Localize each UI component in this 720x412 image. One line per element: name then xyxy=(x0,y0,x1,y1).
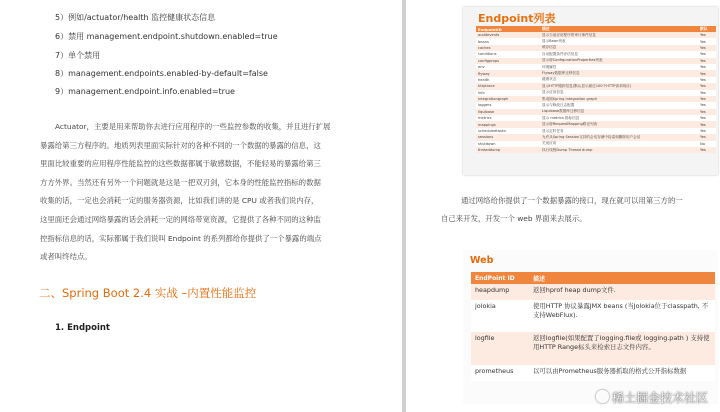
endpoint-id-cell: env xyxy=(476,64,540,70)
description-cell: 返回logfile(如果配置了logging.file或 logging.path ) 支持使用HTTP Range标头来检索日志文件内容。 xyxy=(529,332,715,365)
column-header: 描述 xyxy=(529,272,715,284)
default-cell: Yes xyxy=(698,134,716,140)
default-cell: Yes xyxy=(698,115,716,121)
table-row xyxy=(471,300,715,332)
description-cell: 显示@ConfigurationProperties列表 xyxy=(540,58,698,64)
juejin-logo-icon xyxy=(596,390,609,403)
column-header: 默认 xyxy=(698,26,716,32)
description-cell: 显示应用信息 xyxy=(540,90,698,96)
endpoint-id-cell: flyway xyxy=(476,70,540,76)
endpoint-id-cell: jolokia xyxy=(471,300,529,332)
endpoint-id-cell: shutdown xyxy=(476,141,540,147)
default-cell: Yes xyxy=(698,58,716,64)
description-cell: 允许从Spring Session支持的会话存储中检索和删除用户会话 xyxy=(540,134,698,140)
watermark: 稀土掘金技术社区 xyxy=(596,389,708,406)
default-cell: Yes xyxy=(698,96,716,102)
endpoint-id-cell: beans xyxy=(476,38,540,44)
endpoint-id-cell: sessions xyxy=(476,134,540,140)
endpoint-id-cell: liquibase xyxy=(476,109,540,115)
endpoint-id-cell: caches xyxy=(476,45,540,51)
description-cell: Liquibase数据库迁移信息 xyxy=(540,109,698,115)
default-cell: Yes xyxy=(698,147,716,153)
default-cell: Yes xyxy=(698,83,716,89)
description-cell: 显示与修改日志配置 xyxy=(540,102,698,108)
table-row xyxy=(471,332,715,365)
default-cell: Yes xyxy=(698,90,716,96)
description-cell: 显示Bean列表 xyxy=(540,38,698,44)
description-cell: 显示@RequestMapping路径列表 xyxy=(540,121,698,127)
table-row xyxy=(471,365,715,381)
default-cell: Yes xyxy=(698,102,716,108)
default-cell: Yes xyxy=(698,38,716,44)
description-cell: 健康状态 xyxy=(540,77,698,83)
endpoint-list-table xyxy=(476,26,716,153)
default-cell: Yes xyxy=(698,70,716,76)
column-header: EndpointID xyxy=(476,26,540,32)
default-cell: Yes xyxy=(698,64,716,70)
endpoint-id-cell: metrics xyxy=(476,115,540,121)
description-cell: 显示HTTP跟踪信息(默认显示最近100个HTTP请求响应) xyxy=(540,83,698,89)
endpoint-id-cell: scheduledtasks xyxy=(476,128,540,134)
default-cell: Yes xyxy=(698,45,716,51)
endpoint-id-cell: loggers xyxy=(476,102,540,108)
endpoint-id-cell: heapdump xyxy=(471,284,529,300)
list-item: 9）management.endpoint.info.enabled=true xyxy=(55,87,235,96)
description-cell: 关闭应用 xyxy=(540,141,698,147)
table-row xyxy=(476,147,716,153)
endpoint-id-cell: logfile xyxy=(471,332,529,365)
list-item: 6）禁用 management.endpoint.shutdown.enabled=true xyxy=(55,32,278,41)
list-item: 7）单个禁用 xyxy=(55,51,101,60)
endpoint-list-figure xyxy=(463,7,718,175)
description-cell: 集成图Spring Integration graph xyxy=(540,96,698,102)
list-item: 8）management.endpoints.enabled-by-default=false xyxy=(55,69,268,78)
description-cell: 使用HTTP 协议暴露JMX beans (当Jolokia位于classpath, 不支持WebFlux). xyxy=(529,300,715,332)
description-cell: 以可以由Prometheus服务器抓取的格式公开指标数据 xyxy=(529,365,715,381)
web-endpoint-table xyxy=(471,272,715,381)
default-cell: Yes xyxy=(698,128,716,134)
table-row xyxy=(471,284,715,300)
description-cell: 显示当前应用程序的审计事件信息 xyxy=(540,32,698,38)
actuator-paragraph: Actuator，主要是用来帮助你去进行应用程序的一些监控参数的收集，并且进行扩展 暴露给第三方程序的。地质列表里面实际针对的各种不同的一个数据的暴露的信息，这 里面比较重要的应用程序性能监控的这些数据都属于敏感数据，不能轻易的暴露给第三 方方外界。当然还有另外一个问题就是这是一把双刃剑，它本身的性能监控指标的数据 收集的话，一定也会消耗一定的服务器资源，比如我们讲的是 CPU 或者我们说内存， 这里面还会通过网络暴露的话会消耗一定的网络带宽资源，它提供了各种不同的这种监 控指标信息的话，实际都属于我们说叫 Endpoint 的系列都给你提供了一个暴露的端点 或者叫终结点。 xyxy=(40,122,331,262)
description-cell: 显示 metrics 指标信息 xyxy=(540,115,698,121)
default-cell: Yes xyxy=(698,109,716,115)
web-table-title: Web xyxy=(470,255,494,266)
description-cell: 自动配置条件评估信息 xyxy=(540,51,698,57)
endpoint-list-title: Endpoint列表 xyxy=(478,12,556,25)
endpoint-id-cell: health xyxy=(476,77,540,83)
list-item: 5）例如/actuator/health 监控健康状态信息 xyxy=(55,13,216,22)
endpoint-id-cell: integrationgraph xyxy=(476,96,540,102)
endpoint-id-cell: configprops xyxy=(476,58,540,64)
default-cell: Yes xyxy=(698,121,716,127)
endpoint-id-cell: httptrace xyxy=(476,83,540,89)
description-cell: 执行线程Dump Thread dump xyxy=(540,147,698,153)
web-intro-paragraph: 通过网络给你提供了一个数据暴露的接口，现在就可以用第三方的一 自己来开发，开发一个 web 界面来去展示。 xyxy=(441,196,683,223)
description-cell: 返回hprof heap dump文件. xyxy=(529,284,715,300)
web-endpoint-figure xyxy=(463,250,718,404)
description-cell: 缓存信息 xyxy=(540,45,698,51)
endpoint-id-cell: prometheus xyxy=(471,365,529,381)
section-heading: 二、Spring Boot 2.4 实战 –内置性能监控 xyxy=(39,286,257,300)
column-header: EndPoint ID xyxy=(471,272,529,284)
description-cell: 环境属性 xyxy=(540,64,698,70)
endpoint-id-cell: conditions xyxy=(476,51,540,57)
default-cell: Yes xyxy=(698,51,716,57)
endpoint-id-cell: threaddump xyxy=(476,147,540,153)
description-cell: Flyway数据库迁移信息 xyxy=(540,70,698,76)
endpoint-id-cell: mappings xyxy=(476,121,540,127)
subheading: 1. Endpoint xyxy=(55,323,110,333)
default-cell: Yes xyxy=(698,77,716,83)
default-cell: Yes xyxy=(698,32,716,38)
right-document-page xyxy=(406,0,720,412)
description-cell: 显示定时任务 xyxy=(540,128,698,134)
default-cell: No xyxy=(698,141,716,147)
endpoint-id-cell: info xyxy=(476,90,540,96)
column-header: 描述 xyxy=(540,26,698,32)
endpoint-id-cell: auditevents xyxy=(476,32,540,38)
